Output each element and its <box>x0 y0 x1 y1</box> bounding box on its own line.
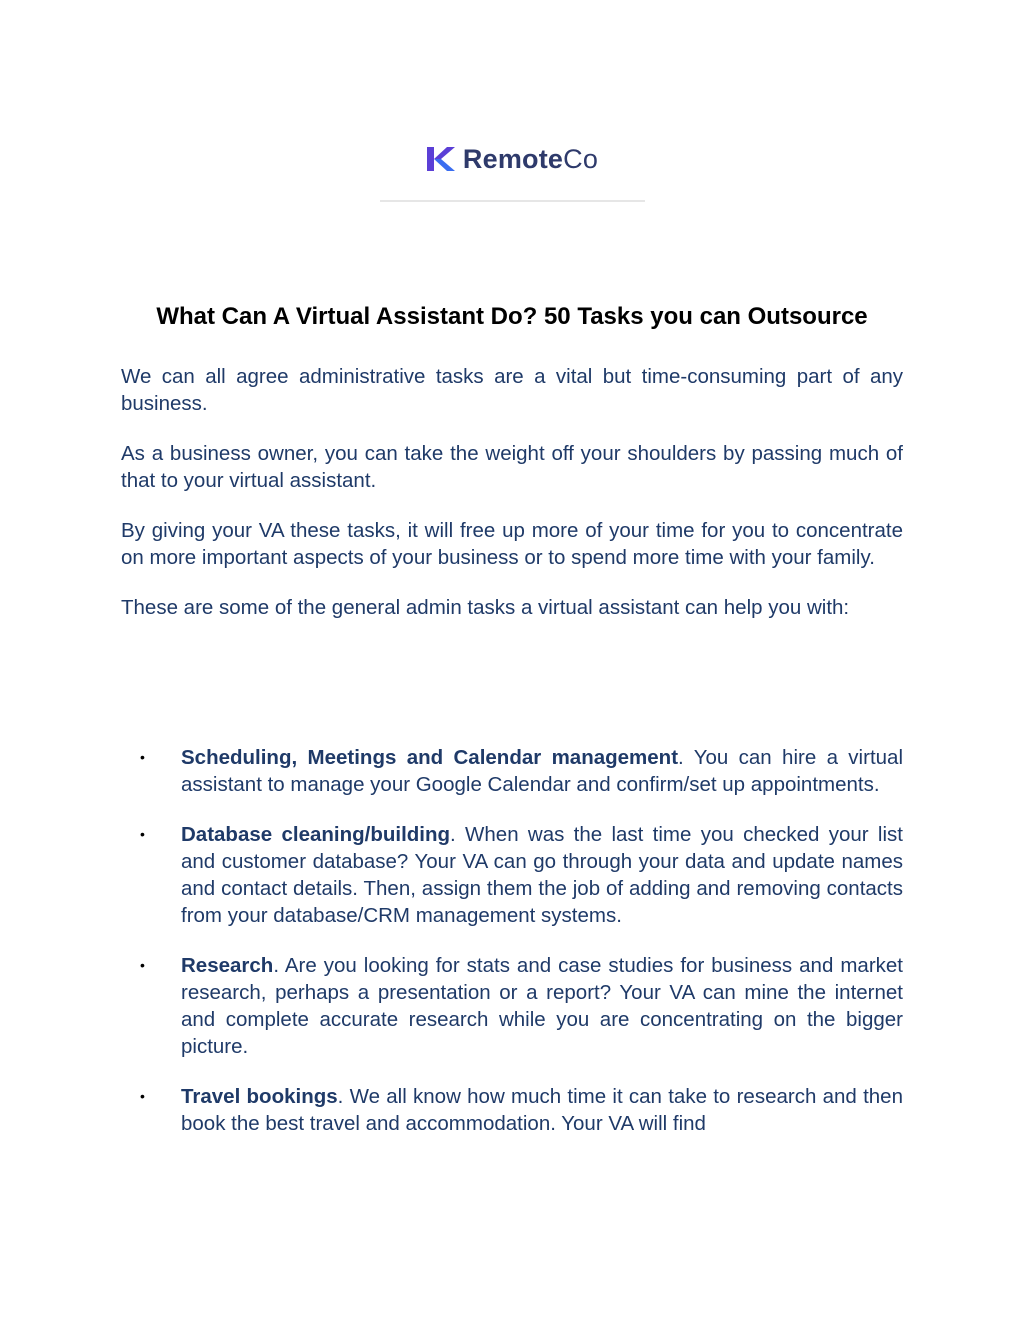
bullet-icon: • <box>140 957 145 973</box>
intro-paragraph: By giving your VA these tasks, it will free up more of your time for you to concentrate on more important aspects of your business or to spend more time with your family. <box>121 519 903 569</box>
intro-paragraph: As a business owner, you can take the weight off your shoulders by passing much of that to your virtual assistant. <box>121 442 903 492</box>
intro-paragraph: These are some of the general admin tasks a virtual assistant can help you with: <box>121 596 850 619</box>
task-label: Scheduling, Meetings and Calendar management <box>181 746 679 769</box>
logo-wordmark: RemoteCo <box>462 143 599 174</box>
bullet-icon: • <box>140 826 145 842</box>
task-label: Database cleaning/building <box>181 823 451 846</box>
task-label: Travel bookings <box>181 1085 338 1108</box>
task-label: Research <box>181 954 274 977</box>
intro-paragraph: We can all agree administrative tasks are a vital but time-consuming part of any business. <box>121 365 903 415</box>
task-description: . Are you looking for stats and case studies for business and market research, perhaps a presentation or a report? Your VA can mine the internet and complete accurate research while you are concentrating on the bigger picture. <box>181 954 903 1058</box>
bullet-icon: • <box>140 749 145 765</box>
page-title: What Can A Virtual Assistant Do? 50 Tasks you can Outsource <box>156 303 868 330</box>
list-item <box>140 1083 903 1137</box>
list-item <box>140 821 903 929</box>
task-list <box>140 744 903 1160</box>
task-description: . You can hire a virtual assistant to manage your Google Calendar and confirm/set up appointments. <box>181 746 903 796</box>
list-item <box>140 744 903 798</box>
bullet-icon: • <box>140 1088 145 1104</box>
list-item <box>140 952 903 1060</box>
remoteco-logo <box>427 144 598 175</box>
logo-banner <box>380 118 645 202</box>
intro-section <box>121 363 903 644</box>
task-description: . We all know how much time it can take to research and then book the best travel and accommodation. Your VA will find <box>181 1085 903 1135</box>
remoteco-mark-icon <box>427 147 455 171</box>
task-description: . When was the last time you checked your list and customer database? Your VA can go through your data and update names and contact details. Then, assign them the job of adding and removing contacts from your database/CRM management systems. <box>181 823 903 927</box>
